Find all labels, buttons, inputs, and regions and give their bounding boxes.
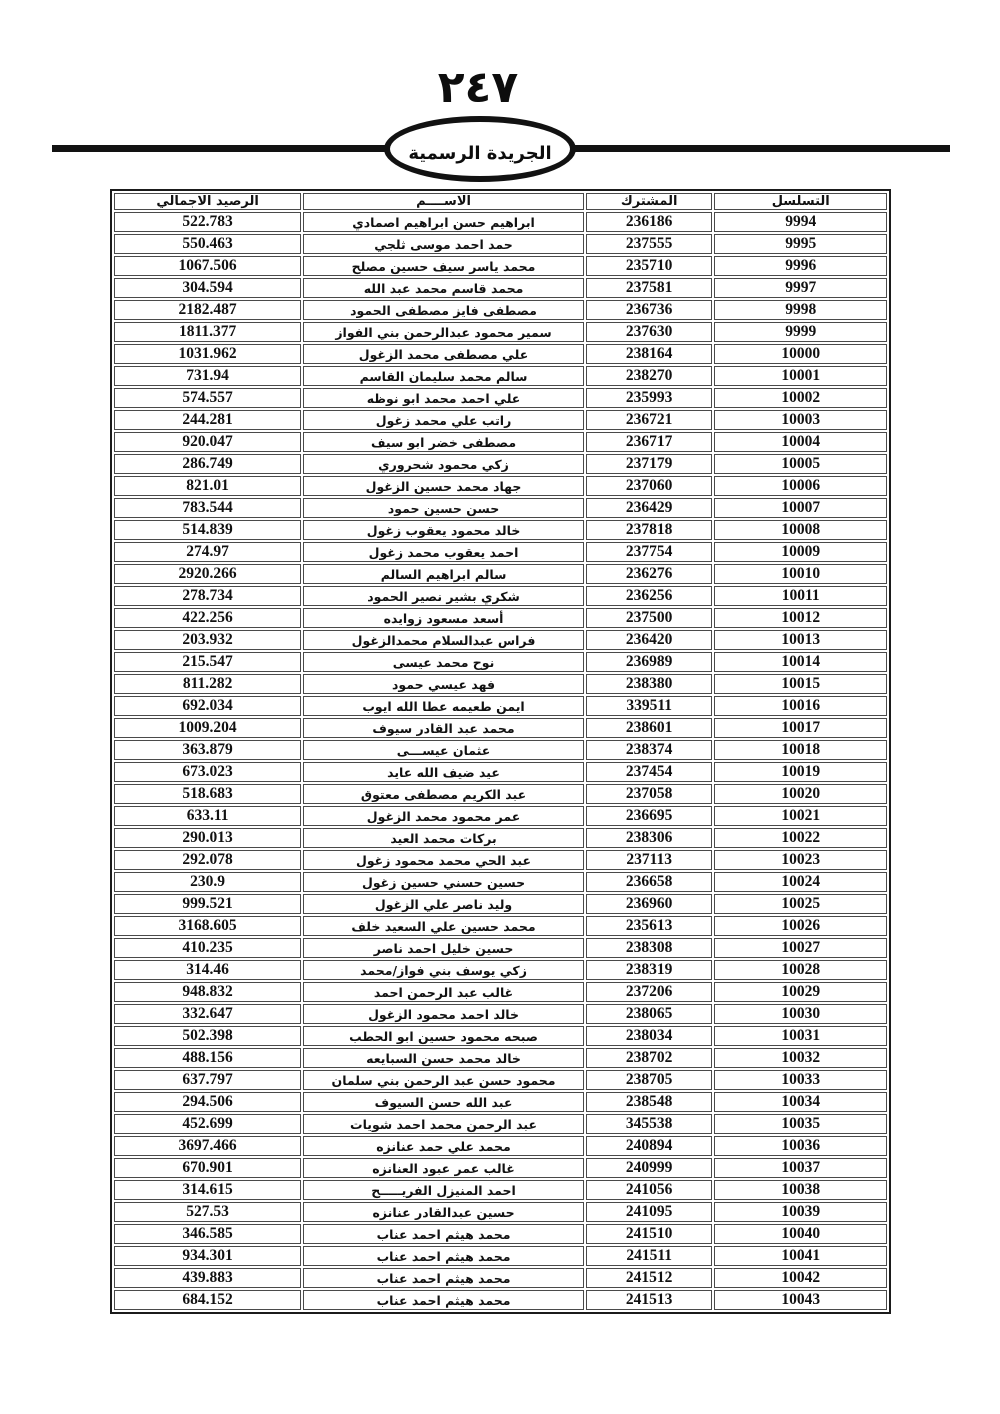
table-row xyxy=(114,828,887,848)
table-row xyxy=(114,784,887,804)
balance-cell: 410.235 xyxy=(114,938,301,958)
balance-cell: 294.506 xyxy=(114,1092,301,1112)
table-row xyxy=(114,1136,887,1156)
subscriber-cell: 238702 xyxy=(586,1048,713,1068)
table-row xyxy=(114,498,887,518)
name-cell: حسين حسني حسين زغول xyxy=(303,872,584,892)
serial-cell: 10005 xyxy=(714,454,887,474)
serial-cell: 10024 xyxy=(714,872,887,892)
serial-cell: 10011 xyxy=(714,586,887,606)
header-name: الاســــم xyxy=(303,193,584,210)
table-row xyxy=(114,1290,887,1310)
table-row xyxy=(114,432,887,452)
table-row xyxy=(114,740,887,760)
balance-cell: 452.699 xyxy=(114,1114,301,1134)
balance-cell: 203.932 xyxy=(114,630,301,650)
balance-cell: 439.883 xyxy=(114,1268,301,1288)
table-row xyxy=(114,454,887,474)
subscribers-table-wrap xyxy=(110,189,891,1314)
name-cell: نوح محمد عيسى xyxy=(303,652,584,672)
name-cell: غالب عبد الرحمن احمد xyxy=(303,982,584,1002)
balance-cell: 292.078 xyxy=(114,850,301,870)
table-row xyxy=(114,542,887,562)
balance-cell: 2182.487 xyxy=(114,300,301,320)
name-cell: محمد حسين علي السعيد خلف xyxy=(303,916,584,936)
name-cell: سمير محمود عبدالرحمن بني الفواز xyxy=(303,322,584,342)
subscriber-cell: 236695 xyxy=(586,806,713,826)
table-row xyxy=(114,322,887,342)
subscriber-cell: 238065 xyxy=(586,1004,713,1024)
name-cell: محمد هيثم احمد عناب xyxy=(303,1290,584,1310)
serial-cell: 10041 xyxy=(714,1246,887,1266)
subscriber-cell: 339511 xyxy=(586,696,713,716)
page-number: ٢٤٧ xyxy=(437,62,519,113)
table-row xyxy=(114,1048,887,1068)
serial-cell: 10008 xyxy=(714,520,887,540)
subscriber-cell: 240894 xyxy=(586,1136,713,1156)
name-cell: محمود حسن عبد الرحمن بني سلمان xyxy=(303,1070,584,1090)
serial-cell: 10009 xyxy=(714,542,887,562)
balance-cell: 286.749 xyxy=(114,454,301,474)
serial-cell: 10022 xyxy=(714,828,887,848)
serial-cell: 10007 xyxy=(714,498,887,518)
balance-cell: 783.544 xyxy=(114,498,301,518)
name-cell: غالب عمر عبود العنانزه xyxy=(303,1158,584,1178)
subscriber-cell: 236420 xyxy=(586,630,713,650)
subscriber-cell: 237581 xyxy=(586,278,713,298)
balance-cell: 363.879 xyxy=(114,740,301,760)
serial-cell: 10027 xyxy=(714,938,887,958)
serial-cell: 10036 xyxy=(714,1136,887,1156)
balance-cell: 637.797 xyxy=(114,1070,301,1090)
balance-cell: 3697.466 xyxy=(114,1136,301,1156)
name-cell: احمد يعقوب محمد زغول xyxy=(303,542,584,562)
table-row xyxy=(114,872,887,892)
subscriber-cell: 235710 xyxy=(586,256,713,276)
table-row xyxy=(114,1202,887,1222)
subscriber-cell: 241513 xyxy=(586,1290,713,1310)
header-balance: الرصيد الاجمالي xyxy=(114,193,301,210)
header-serial: التسلسل xyxy=(714,193,887,210)
balance-cell: 314.615 xyxy=(114,1180,301,1200)
serial-cell: 10042 xyxy=(714,1268,887,1288)
name-cell: خالد محمود يعقوب زغول xyxy=(303,520,584,540)
serial-cell: 10003 xyxy=(714,410,887,430)
table-row xyxy=(114,894,887,914)
serial-cell: 9999 xyxy=(714,322,887,342)
table-row xyxy=(114,344,887,364)
subscriber-cell: 238270 xyxy=(586,366,713,386)
balance-cell: 1009.204 xyxy=(114,718,301,738)
balance-cell: 1031.962 xyxy=(114,344,301,364)
table-row xyxy=(114,960,887,980)
table-row xyxy=(114,630,887,650)
serial-cell: 10043 xyxy=(714,1290,887,1310)
subscriber-cell: 241511 xyxy=(586,1246,713,1266)
subscriber-cell: 345538 xyxy=(586,1114,713,1134)
balance-cell: 692.034 xyxy=(114,696,301,716)
name-cell: زكي محمود شحروري xyxy=(303,454,584,474)
balance-cell: 274.97 xyxy=(114,542,301,562)
serial-cell: 10010 xyxy=(714,564,887,584)
name-cell: وليد ناصر علي الزغول xyxy=(303,894,584,914)
name-cell: محمد قاسم محمد عبد الله xyxy=(303,278,584,298)
balance-cell: 673.023 xyxy=(114,762,301,782)
name-cell: عبد الكريم مصطفى معتوق xyxy=(303,784,584,804)
serial-cell: 10020 xyxy=(714,784,887,804)
serial-cell: 10040 xyxy=(714,1224,887,1244)
table-row xyxy=(114,1114,887,1134)
balance-cell: 670.901 xyxy=(114,1158,301,1178)
header-subscriber: المشترك xyxy=(586,193,713,210)
balance-cell: 527.53 xyxy=(114,1202,301,1222)
subscriber-cell: 238308 xyxy=(586,938,713,958)
subscriber-cell: 238705 xyxy=(586,1070,713,1090)
balance-cell: 821.01 xyxy=(114,476,301,496)
name-cell: مصطفى خضر ابو سيف xyxy=(303,432,584,452)
subscriber-cell: 236960 xyxy=(586,894,713,914)
table-row xyxy=(114,278,887,298)
balance-cell: 1067.506 xyxy=(114,256,301,276)
balance-cell: 422.256 xyxy=(114,608,301,628)
serial-cell: 10001 xyxy=(714,366,887,386)
table-row xyxy=(114,366,887,386)
subscriber-cell: 241056 xyxy=(586,1180,713,1200)
serial-cell: 10018 xyxy=(714,740,887,760)
balance-cell: 948.832 xyxy=(114,982,301,1002)
table-row xyxy=(114,1246,887,1266)
table-row xyxy=(114,608,887,628)
subscriber-cell: 237454 xyxy=(586,762,713,782)
subscriber-cell: 237818 xyxy=(586,520,713,540)
table-row xyxy=(114,1070,887,1090)
subscriber-cell: 236658 xyxy=(586,872,713,892)
name-cell: جهاد محمد حسين الزغول xyxy=(303,476,584,496)
subscriber-cell: 237500 xyxy=(586,608,713,628)
subscriber-cell: 238306 xyxy=(586,828,713,848)
name-cell: خالد محمد حسن السبايعه xyxy=(303,1048,584,1068)
subscriber-cell: 241510 xyxy=(586,1224,713,1244)
balance-cell: 934.301 xyxy=(114,1246,301,1266)
balance-cell: 633.11 xyxy=(114,806,301,826)
name-cell: فهد عيسي حمود xyxy=(303,674,584,694)
name-cell: حمد احمد موسى ثلجي xyxy=(303,234,584,254)
subscriber-cell: 237058 xyxy=(586,784,713,804)
subscriber-cell: 237060 xyxy=(586,476,713,496)
balance-cell: 920.047 xyxy=(114,432,301,452)
table-row xyxy=(114,564,887,584)
serial-cell: 9997 xyxy=(714,278,887,298)
table-row xyxy=(114,762,887,782)
name-cell: أسعد مسعود زوايده xyxy=(303,608,584,628)
balance-cell: 574.557 xyxy=(114,388,301,408)
balance-cell: 731.94 xyxy=(114,366,301,386)
subscriber-cell: 240999 xyxy=(586,1158,713,1178)
serial-cell: 10037 xyxy=(714,1158,887,1178)
table-row xyxy=(114,1004,887,1024)
serial-cell: 10019 xyxy=(714,762,887,782)
subscriber-cell: 236429 xyxy=(586,498,713,518)
table-row xyxy=(114,476,887,496)
balance-cell: 332.647 xyxy=(114,1004,301,1024)
table-row xyxy=(114,1180,887,1200)
balance-cell: 684.152 xyxy=(114,1290,301,1310)
table-row xyxy=(114,234,887,254)
name-cell: بركات محمد العيد xyxy=(303,828,584,848)
subscriber-cell: 236717 xyxy=(586,432,713,452)
name-cell: شكري بشير نصير الحمود xyxy=(303,586,584,606)
balance-cell: 550.463 xyxy=(114,234,301,254)
name-cell: عبد الله حسن السيوف xyxy=(303,1092,584,1112)
table-header-row xyxy=(114,193,887,210)
name-cell: علي مصطفى محمد الزغول xyxy=(303,344,584,364)
table-row xyxy=(114,1158,887,1178)
name-cell: علي احمد محمد ابو نوظه xyxy=(303,388,584,408)
subscriber-cell: 237630 xyxy=(586,322,713,342)
name-cell: محمد هيثم احمد عناب xyxy=(303,1224,584,1244)
subscriber-cell: 236736 xyxy=(586,300,713,320)
name-cell: سالم ابراهيم السالم xyxy=(303,564,584,584)
table-row xyxy=(114,256,887,276)
table-row xyxy=(114,1092,887,1112)
balance-cell: 2920.266 xyxy=(114,564,301,584)
serial-cell: 10038 xyxy=(714,1180,887,1200)
serial-cell: 10033 xyxy=(714,1070,887,1090)
name-cell: محمد هيثم احمد عناب xyxy=(303,1268,584,1288)
name-cell: محمد هيثم احمد عناب xyxy=(303,1246,584,1266)
balance-cell: 518.683 xyxy=(114,784,301,804)
table-row xyxy=(114,212,887,232)
name-cell: سالم محمد سليمان القاسم xyxy=(303,366,584,386)
balance-cell: 314.46 xyxy=(114,960,301,980)
balance-cell: 230.9 xyxy=(114,872,301,892)
subscriber-cell: 238034 xyxy=(586,1026,713,1046)
serial-cell: 10017 xyxy=(714,718,887,738)
serial-cell: 10035 xyxy=(714,1114,887,1134)
balance-cell: 278.734 xyxy=(114,586,301,606)
table-row xyxy=(114,586,887,606)
table-row xyxy=(114,520,887,540)
name-cell: احمد المنيزل الفريـــــح xyxy=(303,1180,584,1200)
name-cell: فراس عبدالسلام محمدالزغول xyxy=(303,630,584,650)
subscriber-cell: 236256 xyxy=(586,586,713,606)
name-cell: حسن حسين حمود xyxy=(303,498,584,518)
subscriber-cell: 236721 xyxy=(586,410,713,430)
subscriber-cell: 237754 xyxy=(586,542,713,562)
table-row xyxy=(114,850,887,870)
table-row xyxy=(114,696,887,716)
subscriber-cell: 238164 xyxy=(586,344,713,364)
name-cell: محمد علي حمد عنانزه xyxy=(303,1136,584,1156)
serial-cell: 10014 xyxy=(714,652,887,672)
table-row xyxy=(114,916,887,936)
serial-cell: 10031 xyxy=(714,1026,887,1046)
balance-cell: 346.585 xyxy=(114,1224,301,1244)
balance-cell: 1811.377 xyxy=(114,322,301,342)
name-cell: محمد عبد القادر سيوف xyxy=(303,718,584,738)
subscriber-cell: 238380 xyxy=(586,674,713,694)
serial-cell: 10034 xyxy=(714,1092,887,1112)
serial-cell: 9996 xyxy=(714,256,887,276)
serial-cell: 10029 xyxy=(714,982,887,1002)
balance-cell: 488.156 xyxy=(114,1048,301,1068)
name-cell: عيد ضيف الله عايد xyxy=(303,762,584,782)
subscriber-cell: 237555 xyxy=(586,234,713,254)
table-row xyxy=(114,652,887,672)
name-cell: حسين خليل احمد ناصر xyxy=(303,938,584,958)
serial-cell: 10004 xyxy=(714,432,887,452)
table-row xyxy=(114,718,887,738)
serial-cell: 10006 xyxy=(714,476,887,496)
serial-cell: 10000 xyxy=(714,344,887,364)
name-cell: عبد الحي محمد محمود زغول xyxy=(303,850,584,870)
table-row xyxy=(114,300,887,320)
name-cell: عمر محمود محمد الزغول xyxy=(303,806,584,826)
table-row xyxy=(114,938,887,958)
subscriber-cell: 237113 xyxy=(586,850,713,870)
table-body xyxy=(114,212,887,1310)
table-row xyxy=(114,410,887,430)
gazette-title: الجريدة الرسمية xyxy=(408,142,552,164)
name-cell: خالد احمد محمود الزغول xyxy=(303,1004,584,1024)
serial-cell: 9994 xyxy=(714,212,887,232)
serial-cell: 10002 xyxy=(714,388,887,408)
table-row xyxy=(114,1026,887,1046)
name-cell: محمد ياسر سيف حسين مصلح xyxy=(303,256,584,276)
serial-cell: 10039 xyxy=(714,1202,887,1222)
subscriber-cell: 237179 xyxy=(586,454,713,474)
subscriber-cell: 236186 xyxy=(586,212,713,232)
name-cell: صبحه محمود حسين ابو الحطب xyxy=(303,1026,584,1046)
serial-cell: 10032 xyxy=(714,1048,887,1068)
balance-cell: 811.282 xyxy=(114,674,301,694)
serial-cell: 10016 xyxy=(714,696,887,716)
name-cell: راتب علي محمد زغول xyxy=(303,410,584,430)
banner-oval xyxy=(384,116,576,182)
subscriber-cell: 236276 xyxy=(586,564,713,584)
subscriber-cell: 235613 xyxy=(586,916,713,936)
balance-cell: 999.521 xyxy=(114,894,301,914)
serial-cell: 10025 xyxy=(714,894,887,914)
table-row xyxy=(114,1268,887,1288)
serial-cell: 10023 xyxy=(714,850,887,870)
serial-cell: 9995 xyxy=(714,234,887,254)
table-row xyxy=(114,982,887,1002)
subscribers-table xyxy=(110,189,891,1314)
table-row xyxy=(114,806,887,826)
balance-cell: 244.281 xyxy=(114,410,301,430)
table-row xyxy=(114,674,887,694)
serial-cell: 10030 xyxy=(714,1004,887,1024)
balance-cell: 514.839 xyxy=(114,520,301,540)
name-cell: زكي يوسف بني فواز/محمد xyxy=(303,960,584,980)
subscriber-cell: 238548 xyxy=(586,1092,713,1112)
balance-cell: 3168.605 xyxy=(114,916,301,936)
serial-cell: 10028 xyxy=(714,960,887,980)
serial-cell: 10015 xyxy=(714,674,887,694)
serial-cell: 9998 xyxy=(714,300,887,320)
balance-cell: 502.398 xyxy=(114,1026,301,1046)
subscriber-cell: 235993 xyxy=(586,388,713,408)
balance-cell: 522.783 xyxy=(114,212,301,232)
name-cell: حسين عبدالقادر عنانزه xyxy=(303,1202,584,1222)
name-cell: مصطفى فايز مصطفى الحمود xyxy=(303,300,584,320)
table-row xyxy=(114,388,887,408)
subscriber-cell: 241095 xyxy=(586,1202,713,1222)
serial-cell: 10013 xyxy=(714,630,887,650)
subscriber-cell: 238319 xyxy=(586,960,713,980)
name-cell: عبد الرحمن محمد احمد شويات xyxy=(303,1114,584,1134)
name-cell: ايمن طعيمه عطا الله ايوب xyxy=(303,696,584,716)
subscriber-cell: 241512 xyxy=(586,1268,713,1288)
serial-cell: 10012 xyxy=(714,608,887,628)
balance-cell: 290.013 xyxy=(114,828,301,848)
subscriber-cell: 238601 xyxy=(586,718,713,738)
subscriber-cell: 238374 xyxy=(586,740,713,760)
name-cell: ابراهيم حسن ابراهيم اصمادي xyxy=(303,212,584,232)
balance-cell: 304.594 xyxy=(114,278,301,298)
serial-cell: 10021 xyxy=(714,806,887,826)
table-row xyxy=(114,1224,887,1244)
balance-cell: 215.547 xyxy=(114,652,301,672)
name-cell: عثمان عيســـى xyxy=(303,740,584,760)
subscriber-cell: 237206 xyxy=(586,982,713,1002)
serial-cell: 10026 xyxy=(714,916,887,936)
subscriber-cell: 236989 xyxy=(586,652,713,672)
